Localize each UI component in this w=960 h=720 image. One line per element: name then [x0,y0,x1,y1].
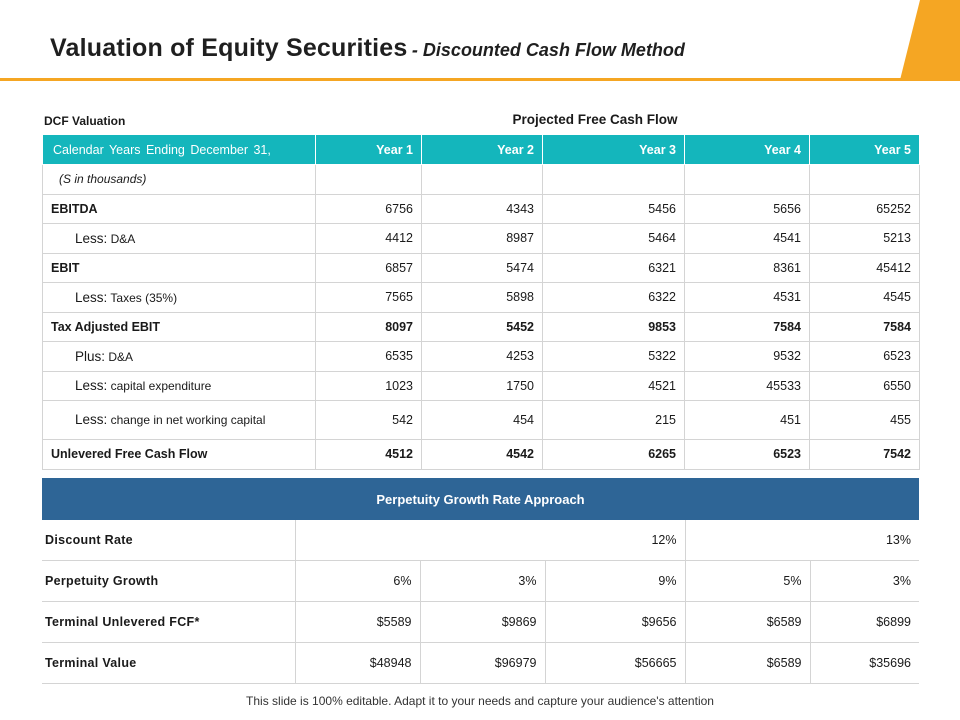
cell-value: 45412 [810,253,920,283]
cell-value: 13% [685,520,919,561]
cell-value: 8361 [685,253,810,283]
cell-value: $48948 [295,643,420,684]
table-row-perpetuity-growth [42,561,919,602]
perpetuity-growth-table [42,478,919,684]
cell-value: 6265 [543,440,685,470]
column-header-calendar: Calendar Years Ending December 31, [43,135,316,165]
row-label [43,283,316,313]
cell-value: 5456 [543,194,685,224]
table-row-plus-da [43,342,920,372]
row-prefix: Less: [75,230,108,246]
pgr-header-row [42,478,919,520]
cell-value: 7542 [810,440,920,470]
row-label: Perpetuity Growth [42,561,295,602]
row-label: Discount Rate [42,520,295,561]
row-prefix: Less: [75,378,108,394]
cell-value: 5452 [422,312,543,342]
column-header-year: Year 4 [685,135,810,165]
table-row-less-da [43,224,920,254]
cell-value: $6589 [685,602,810,643]
cell-value: 4521 [543,371,685,401]
title-subtitle: - Discounted Cash Flow Method [411,40,685,60]
cell-value: 1750 [422,371,543,401]
cell-value: 9532 [685,342,810,372]
cell-value: 5322 [543,342,685,372]
row-label-text: Taxes (35%) [110,290,178,305]
cell-value: 4412 [316,224,422,254]
row-label-text: change in net working capital [110,413,266,427]
cell-value: 5% [685,561,810,602]
cell-value: 4531 [685,283,810,313]
cell-value: 6523 [810,342,920,372]
cell-value: 9853 [543,312,685,342]
row-label: Unlevered Free Cash Flow [43,440,316,470]
cell-value: 455 [810,401,920,440]
cell-value: 6535 [316,342,422,372]
row-prefix: Plus: [75,348,106,364]
row-label-text: D&A [108,349,134,364]
empty-cell [685,165,810,195]
cell-value: 8097 [316,312,422,342]
table-row-less-taxes [43,283,920,313]
units-row [43,165,920,195]
cell-value: 7584 [810,312,920,342]
row-label [43,342,316,372]
table-row-tax-adjusted-ebit [43,312,920,342]
cell-value: 3% [810,561,919,602]
column-header-year: Year 5 [810,135,920,165]
title-main: Valuation of Equity Securities [50,34,408,62]
table-row-ebit [43,253,920,283]
dcf-valuation-label: DCF Valuation [44,114,126,128]
table-row-terminal-value [42,643,919,684]
column-header-year: Year 1 [316,135,422,165]
empty-cell [316,165,422,195]
cell-value: 5898 [422,283,543,313]
row-label: Terminal Value [42,643,295,684]
title-underline [0,78,960,81]
cell-value: 9% [545,561,685,602]
cell-value: $56665 [545,643,685,684]
cell-value: 6857 [316,253,422,283]
cell-value: $35696 [810,643,919,684]
cell-value: 215 [543,401,685,440]
empty-cell [810,165,920,195]
table-row-less-capex [43,371,920,401]
cell-value: $6589 [685,643,810,684]
slide-title [50,34,685,63]
dcf-table [42,134,920,470]
row-label: Terminal Unlevered FCF* [42,602,295,643]
row-label [43,401,316,440]
table-row-ebitda [43,194,920,224]
cell-value: 65252 [810,194,920,224]
dcf-header-row [43,135,920,165]
cell-value: 6523 [685,440,810,470]
cell-value: 4541 [685,224,810,254]
cell-value: $96979 [420,643,545,684]
footer-note: This slide is 100% editable. Adapt it to your needs and capture your audience's attention [246,694,714,708]
column-header-year: Year 2 [422,135,543,165]
cell-value: 4542 [422,440,543,470]
cell-value: 451 [685,401,810,440]
cell-value: 4545 [810,283,920,313]
cell-value: 6321 [543,253,685,283]
cell-value: 45533 [685,371,810,401]
pgr-title: Perpetuity Growth Rate Approach [42,478,919,520]
cell-value: 5474 [422,253,543,283]
cell-value: 454 [422,401,543,440]
cell-value: 6756 [316,194,422,224]
row-prefix: Less: [75,412,108,427]
corner-accent-shape [900,0,960,80]
cell-value: 5213 [810,224,920,254]
cell-value: $5589 [295,602,420,643]
cell-value: 4343 [422,194,543,224]
table-row-discount-rate [42,520,919,561]
cell-value: $9869 [420,602,545,643]
row-label [43,371,316,401]
cell-value: 12% [295,520,685,561]
row-prefix: Less: [75,289,108,305]
cell-value: 6322 [543,283,685,313]
cell-value: 5464 [543,224,685,254]
table-row-terminal-fcf [42,602,919,643]
cell-value: 8987 [422,224,543,254]
row-label: EBITDA [43,194,316,224]
row-label: Tax Adjusted EBIT [43,312,316,342]
table-row-less-nwc [43,401,920,440]
cell-value: 7584 [685,312,810,342]
row-label [43,224,316,254]
row-label: EBIT [43,253,316,283]
cell-value: 1023 [316,371,422,401]
cell-value: $6899 [810,602,919,643]
cell-value: 542 [316,401,422,440]
cell-value: 6% [295,561,420,602]
cell-value: 4512 [316,440,422,470]
cell-value: 4253 [422,342,543,372]
units-note: (S in thousands) [43,165,316,195]
cell-value: 5656 [685,194,810,224]
empty-cell [422,165,543,195]
cell-value: 6550 [810,371,920,401]
column-header-year: Year 3 [543,135,685,165]
cell-value: 7565 [316,283,422,313]
cell-value: 3% [420,561,545,602]
projected-fcf-label: Projected Free Cash Flow [512,112,678,127]
empty-cell [543,165,685,195]
table-row-unlevered-fcf [43,440,920,470]
cell-value: $9656 [545,602,685,643]
row-label-text: D&A [110,231,136,246]
row-label-text: capital expenditure [110,379,212,394]
